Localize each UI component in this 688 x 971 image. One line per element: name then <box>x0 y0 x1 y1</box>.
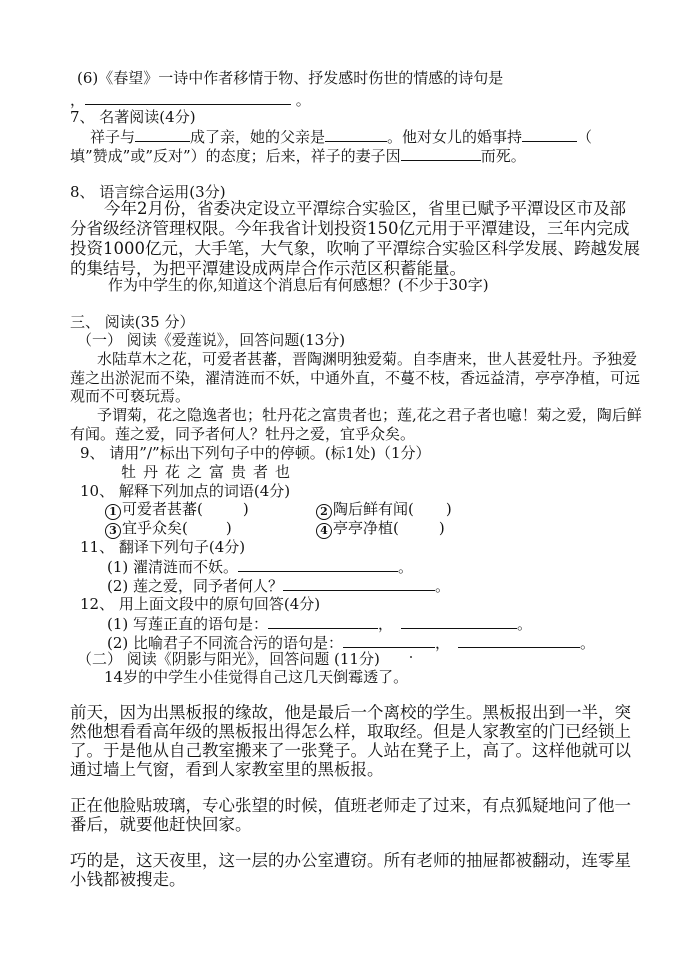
q9-text: 9、 请用”/”标出下列句子中的停顿。(标1处)（1分） <box>80 444 431 462</box>
q7-text-f: 而死。 <box>480 147 526 165</box>
story-line: 前天，因为出黑板报的缘故，他是最后一个离校的学生。黑板报出到一半，突 <box>70 703 631 722</box>
part1-title: （一） 阅读《爱莲说》，回答问题(13分) <box>77 331 346 349</box>
q11-2-blank[interactable] <box>283 576 435 591</box>
passage-line: 予谓菊，花之隐逸者也；牡丹花之富贵者也；莲,花之君子者也噫！菊之爱，陶后鲜 <box>97 406 642 424</box>
stray-dot <box>410 656 412 658</box>
q12-1-blank-a[interactable] <box>268 614 378 629</box>
part2-title: （二） 阅读《阴影与阳光》，回答问题 (11分) <box>77 650 380 668</box>
passage-line: 莲之出淤泥而不染，濯清涟而不妖，中通外直，不蔓不枝，香远益清，亭亭净植，可远 <box>70 369 641 387</box>
q6-answer-prefix: ， <box>70 91 86 109</box>
q12-2-blank-b[interactable] <box>458 633 580 648</box>
story-line: 正在他脸贴玻璃，专心张望的时候，值班老师走了过来，有点狐疑地问了他一 <box>70 796 631 815</box>
q7-blank-1[interactable] <box>135 127 190 142</box>
circled-number-1: 1 <box>105 504 121 520</box>
q10-item-1: 1 可爱者甚蕃( ) <box>105 500 249 520</box>
q8-paragraph-line: 分省级经济管理权限。今年我省计划投资150亿元用于平潭建设，三年内完成 <box>70 219 630 238</box>
passage-line: 观而不可亵玩焉。 <box>70 387 191 405</box>
passage-line: 水陆草木之花，可爱者甚蕃，晋陶渊明独爱菊。自李唐来，世人甚爱牡丹。予独爱 <box>97 350 638 368</box>
q11-1-blank[interactable] <box>238 557 398 572</box>
section3-title: 三、 阅读(35 分） <box>70 313 195 331</box>
story-line: 小钱都被搜走。 <box>70 870 186 889</box>
q7-blank-4[interactable] <box>401 146 481 161</box>
q12-2: (2) 比喻君子不同流合污的语句是： ， 。 <box>107 634 596 652</box>
q9-sentence: 牡丹花之富贵者也 <box>121 463 298 481</box>
circled-number-3: 3 <box>105 523 121 539</box>
story-line: 然他想看看高年级的黑板报出得怎么样，取取经。但是人家教室的门已经锁上 <box>70 722 631 741</box>
q6-text: (6)《春望》一诗中作者移情于物、抒发感时伤世的情感的诗句是 <box>77 69 504 87</box>
q10-item-2: 2 陶后鲜有闻( ) <box>316 500 452 520</box>
q10-item-3: 3 宜乎众矣( ) <box>105 519 232 539</box>
q7-line1 <box>90 127 592 146</box>
q6-answer-line <box>70 90 311 109</box>
q7-text-b: 成了亲，她的父亲是 <box>190 128 326 146</box>
q10-text: 10、 解释下列加点的词语(4分) <box>80 482 291 500</box>
q8-paragraph-line: 的集结号，为把平潭建设成两岸合作示范区积蓄能量。 <box>70 259 466 278</box>
q11-text: 11、 翻译下列句子(4分) <box>80 538 246 556</box>
q6-answer-suffix: 。 <box>291 91 311 109</box>
q8-paragraph-line: 今年2月份，省委决定设立平潭综合实验区，省里已赋予平潭设区市及部 <box>104 199 626 218</box>
story-line: 番后，就要他赶快回家。 <box>70 815 252 834</box>
story-line: 了。于是他从自己教室搬来了一张凳子。人站在凳子上，高了。这样他就可以 <box>70 741 631 760</box>
q7-blank-2[interactable] <box>325 127 387 142</box>
q11-1: (1) 濯清涟而不妖。 。 <box>107 558 414 576</box>
q12-text: 12、 用上面文段中的原句回答(4分) <box>80 595 321 613</box>
passage-line: 有闻。莲之爱，同予者何人？牡丹之爱，宜乎众矣。 <box>70 425 416 443</box>
q7-title: 7、 名著阅读(4分) <box>70 108 196 126</box>
q7-line2 <box>70 146 526 165</box>
part2-intro: 14岁的中学生小佳觉得自己这几天倒霉透了。 <box>104 668 409 686</box>
q8-question: 作为中学生的你,知道这个消息后有何感想？(不少于30字) <box>108 276 489 294</box>
circled-number-2: 2 <box>316 504 332 520</box>
circled-number-4: 4 <box>316 523 332 539</box>
q6-answer-blank[interactable] <box>85 90 291 105</box>
q7-text-c: 。他对女儿的婚事持 <box>387 128 523 146</box>
q7-blank-3[interactable] <box>522 127 577 142</box>
story-line: 通过墙上气窗，看到人家教室里的黑板报。 <box>70 760 384 779</box>
q8-paragraph-line: 投资1000亿元，大手笔，大气象，吹响了平潭综合实验区科学发展、跨越发展 <box>70 239 640 258</box>
q7-text-a: 祥子与 <box>90 128 136 146</box>
q8-title: 8、 语言综合运用(3分) <box>70 183 226 201</box>
q12-1: (1) 写莲正直的语句是： ， 。 <box>107 615 533 633</box>
q7-text-d: （ <box>577 128 593 146</box>
q10-item-4: 4 亭亭净植( ) <box>316 519 445 539</box>
q12-2-blank-a[interactable] <box>343 633 435 648</box>
q7-text-e: 填”赞成”或”反对”）的态度；后来，祥子的妻子因 <box>70 147 401 165</box>
q11-2: (2) 莲之爱，同予者何人？ 。 <box>107 577 451 595</box>
q12-1-blank-b[interactable] <box>401 614 517 629</box>
story-line: 巧的是，这天夜里，这一层的办公室遭窃。所有老师的抽屉都被翻动，连零星 <box>70 851 631 870</box>
